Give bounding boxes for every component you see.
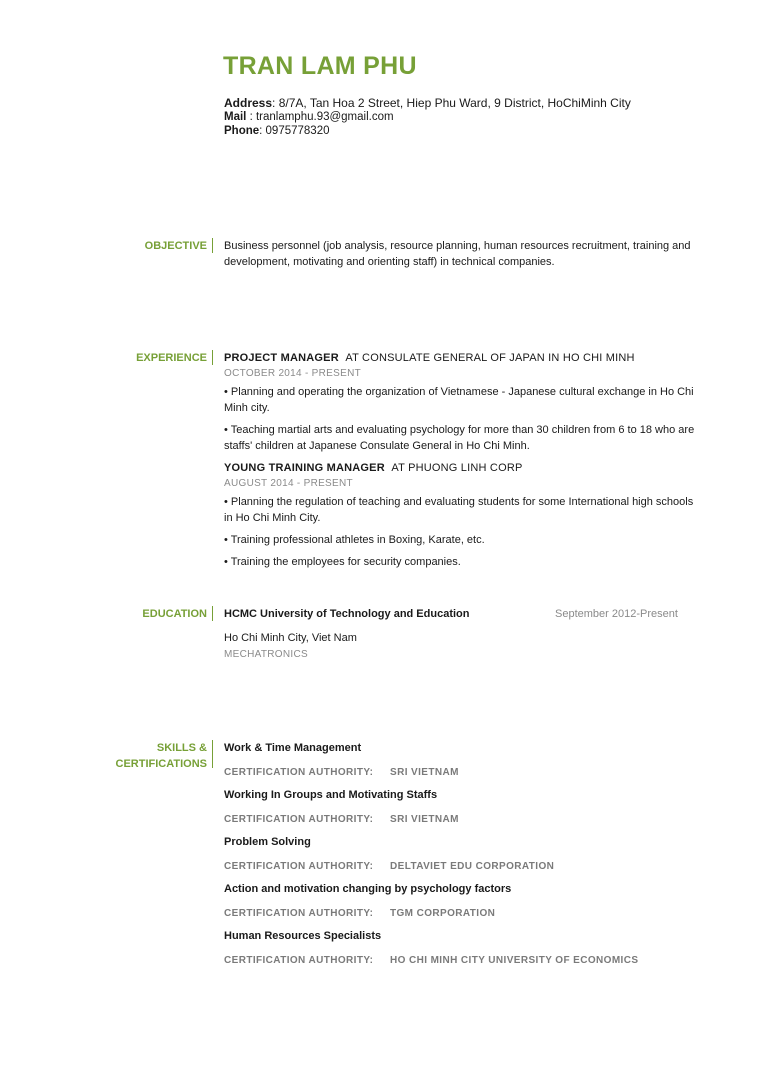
address-label: Address — [224, 96, 273, 110]
job-title: PROJECT MANAGER — [224, 352, 339, 364]
job-entry — [224, 460, 704, 570]
skills-heading — [12, 740, 207, 772]
certification-label: CERTIFICATION AUTHORITY: — [224, 861, 374, 872]
job-company: AT PHUONG LINH CORP — [391, 462, 523, 474]
skills-section — [224, 740, 704, 969]
education-dates: September 2012-Present — [555, 608, 678, 620]
objective-text: Business personnel (job analysis, resource planning, human resources recruitment, training and development, motivating and orienting staff) in technical companies. — [224, 240, 691, 268]
skills-divider — [212, 740, 213, 768]
certification-authority: DELTAVIET EDU CORPORATION — [390, 861, 555, 872]
skill-entry — [224, 740, 704, 781]
skill-name: Working In Groups and Motivating Staffs — [224, 789, 438, 801]
skill-name: Action and motivation changing by psychology factors — [224, 883, 512, 895]
job-bullet: • Training the employees for security companies. — [224, 556, 461, 568]
job-bullet: • Planning and operating the organization of Vietnamese - Japanese cultural exchange in Ho Chi Minh city. — [224, 386, 694, 414]
education-location: Ho Chi Minh City, Viet Nam — [224, 632, 357, 644]
experience-divider — [212, 350, 213, 365]
experience-section — [224, 350, 704, 570]
certification-line — [224, 765, 704, 781]
objective-heading: OBJECTIVE — [144, 240, 207, 252]
certification-authority: HO CHI MINH CITY UNIVERSITY OF ECONOMICS — [390, 955, 639, 966]
job-bullet: • Teaching martial arts and evaluating psychology for more than 30 children from 6 to 18 who are staffs' children at Japanese Consulate General in Ho Chi Minh. — [224, 424, 695, 452]
education-heading: EDUCATION — [142, 608, 207, 620]
job-bullet: • Training professional athletes in Boxing, Karate, etc. — [224, 534, 485, 546]
skills-heading-line2: CERTIFICATIONS — [115, 758, 207, 770]
job-bullet: • Planning the regulation of teaching and evaluating students for some International high schools in Ho Chi Minh City. — [224, 496, 694, 524]
certification-authority: TGM CORPORATION — [390, 908, 496, 919]
objective-divider — [212, 238, 213, 253]
phone-line — [224, 124, 631, 138]
certification-line — [224, 906, 704, 922]
skills-heading-line1: SKILLS & — [156, 742, 207, 754]
skill-name: Problem Solving — [224, 836, 311, 848]
job-company: AT CONSULATE GENERAL OF JAPAN IN HO CHI MINH — [345, 352, 635, 364]
mail-label: Mail — [224, 111, 247, 123]
job-dates: OCTOBER 2014 - PRESENT — [224, 368, 362, 379]
skill-entry — [224, 787, 704, 828]
education-school-row — [224, 606, 704, 622]
job-title: YOUNG TRAINING MANAGER — [224, 462, 385, 474]
education-school: HCMC University of Technology and Education — [224, 608, 470, 620]
contact-block — [224, 96, 631, 138]
candidate-name: TRAN LAM PHU — [223, 52, 417, 80]
certification-line — [224, 953, 704, 969]
job-entry — [224, 350, 704, 454]
certification-authority: SRI VIETNAM — [390, 767, 459, 778]
address-line — [224, 96, 631, 110]
certification-authority: SRI VIETNAM — [390, 814, 459, 825]
skill-entry — [224, 928, 704, 969]
certification-label: CERTIFICATION AUTHORITY: — [224, 908, 374, 919]
certification-line — [224, 812, 704, 828]
education-major: MECHATRONICS — [224, 649, 308, 660]
phone-value: : 0975778320 — [259, 125, 330, 137]
job-dates: AUGUST 2014 - PRESENT — [224, 478, 353, 489]
mail-value: : tranlamphu.93@gmail.com — [246, 111, 394, 123]
job-role — [224, 350, 704, 366]
education-section — [224, 606, 704, 663]
mail-line — [224, 110, 631, 124]
certification-line — [224, 859, 704, 875]
experience-heading: EXPERIENCE — [136, 352, 207, 364]
phone-label: Phone — [224, 125, 260, 137]
job-role — [224, 460, 704, 476]
skill-entry — [224, 834, 704, 875]
skill-name: Human Resources Specialists — [224, 930, 382, 942]
education-divider — [212, 606, 213, 621]
address-value: : 8/7A, Tan Hoa 2 Street, Hiep Phu Ward, 9 District, HoChiMinh City — [272, 96, 631, 110]
certification-label: CERTIFICATION AUTHORITY: — [224, 955, 374, 966]
certification-label: CERTIFICATION AUTHORITY: — [224, 767, 374, 778]
skill-name: Work & Time Management — [224, 742, 362, 754]
skill-entry — [224, 881, 704, 922]
certification-label: CERTIFICATION AUTHORITY: — [224, 814, 374, 825]
